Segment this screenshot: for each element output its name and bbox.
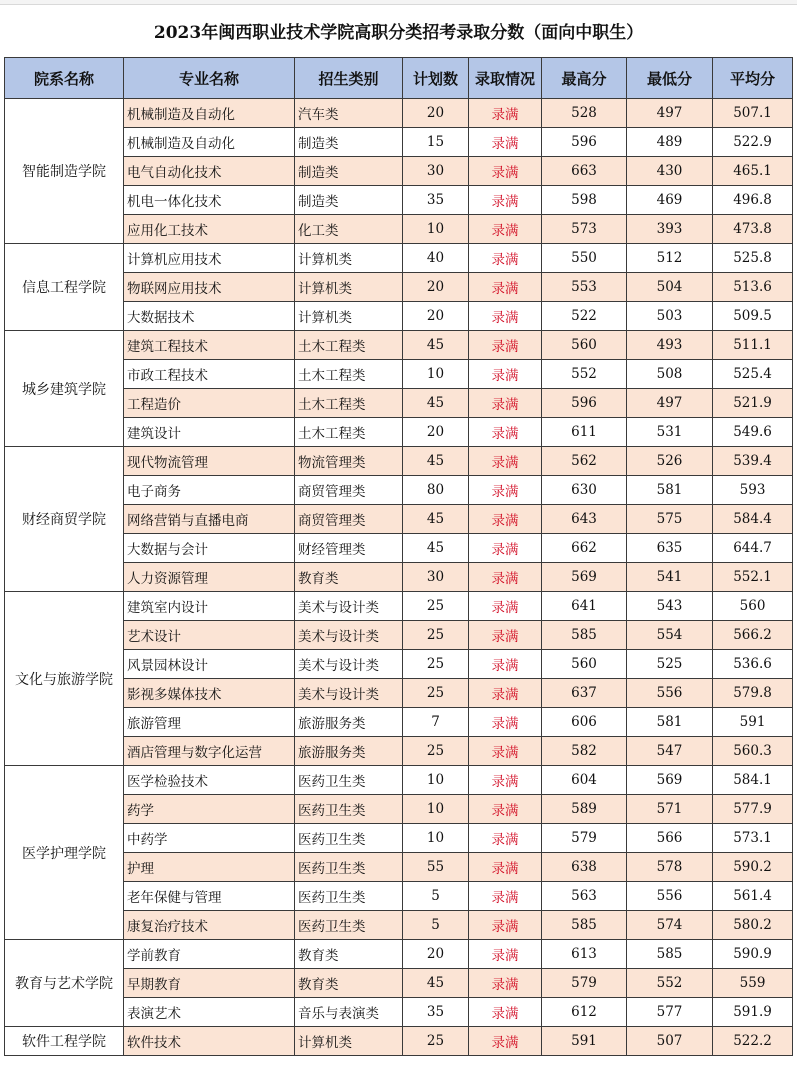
plan-count-cell[interactable]: 20 bbox=[403, 302, 469, 331]
max-score-cell[interactable]: 522 bbox=[542, 302, 627, 331]
major-cell[interactable]: 药学 bbox=[124, 795, 295, 824]
avg-score-cell[interactable]: 573.1 bbox=[713, 824, 793, 853]
category-cell[interactable]: 商贸管理类 bbox=[295, 505, 403, 534]
avg-score-cell[interactable]: 584.4 bbox=[713, 505, 793, 534]
max-score-cell[interactable]: 562 bbox=[542, 447, 627, 476]
category-cell[interactable]: 教育类 bbox=[295, 940, 403, 969]
table-row bbox=[5, 969, 793, 998]
major-cell[interactable]: 机械制造及自动化 bbox=[124, 99, 295, 128]
min-score-cell[interactable]: 489 bbox=[627, 128, 713, 157]
max-score-cell[interactable]: 612 bbox=[542, 998, 627, 1027]
max-score-cell[interactable]: 579 bbox=[542, 824, 627, 853]
min-score-cell[interactable]: 556 bbox=[627, 679, 713, 708]
major-cell[interactable]: 大数据技术 bbox=[124, 302, 295, 331]
plan-count-cell[interactable]: 20 bbox=[403, 273, 469, 302]
max-score-cell[interactable]: 528 bbox=[542, 99, 627, 128]
plan-count-cell[interactable]: 5 bbox=[403, 911, 469, 940]
avg-score-cell[interactable]: 560.3 bbox=[713, 737, 793, 766]
table-row bbox=[5, 389, 793, 418]
min-score-cell[interactable]: 497 bbox=[627, 99, 713, 128]
plan-count-cell[interactable]: 15 bbox=[403, 128, 469, 157]
min-score-cell[interactable]: 571 bbox=[627, 795, 713, 824]
max-score-cell[interactable]: 553 bbox=[542, 273, 627, 302]
category-cell[interactable]: 美术与设计类 bbox=[295, 650, 403, 679]
avg-score-cell[interactable]: 525.4 bbox=[713, 360, 793, 389]
min-score-cell[interactable]: 507 bbox=[627, 1027, 713, 1056]
max-score-cell[interactable]: 641 bbox=[542, 592, 627, 621]
category-cell[interactable]: 医药卫生类 bbox=[295, 882, 403, 911]
major-cell[interactable]: 早期教育 bbox=[124, 969, 295, 998]
min-score-cell[interactable]: 525 bbox=[627, 650, 713, 679]
avg-score-cell[interactable]: 552.1 bbox=[713, 563, 793, 592]
header-major[interactable]: 专业名称 bbox=[124, 58, 295, 99]
plan-count-cell[interactable]: 45 bbox=[403, 331, 469, 360]
max-score-cell[interactable]: 589 bbox=[542, 795, 627, 824]
min-score-cell[interactable]: 578 bbox=[627, 853, 713, 882]
min-score-cell[interactable]: 552 bbox=[627, 969, 713, 998]
major-cell[interactable]: 护理 bbox=[124, 853, 295, 882]
category-cell[interactable]: 土木工程类 bbox=[295, 389, 403, 418]
plan-count-cell[interactable]: 25 bbox=[403, 650, 469, 679]
admission-status-cell[interactable]: 录满 bbox=[469, 244, 542, 273]
department-cell[interactable]: 文化与旅游学院 bbox=[5, 592, 124, 766]
admission-status-cell[interactable]: 录满 bbox=[469, 99, 542, 128]
category-cell[interactable]: 音乐与表演类 bbox=[295, 998, 403, 1027]
plan-count-cell[interactable]: 45 bbox=[403, 969, 469, 998]
header-category[interactable]: 招生类别 bbox=[295, 58, 403, 99]
department-cell[interactable]: 财经商贸学院 bbox=[5, 447, 124, 592]
major-cell[interactable]: 人力资源管理 bbox=[124, 563, 295, 592]
admission-status-cell[interactable]: 录满 bbox=[469, 737, 542, 766]
category-cell[interactable]: 土木工程类 bbox=[295, 360, 403, 389]
department-cell[interactable]: 城乡建筑学院 bbox=[5, 331, 124, 447]
table-row bbox=[5, 737, 793, 766]
department-cell[interactable]: 教育与艺术学院 bbox=[5, 940, 124, 1027]
table-row bbox=[5, 882, 793, 911]
table-row bbox=[5, 476, 793, 505]
header-department[interactable]: 院系名称 bbox=[5, 58, 124, 99]
max-score-cell[interactable]: 560 bbox=[542, 650, 627, 679]
min-score-cell[interactable]: 566 bbox=[627, 824, 713, 853]
category-cell[interactable]: 医药卫生类 bbox=[295, 766, 403, 795]
avg-score-cell[interactable]: 539.4 bbox=[713, 447, 793, 476]
avg-score-cell[interactable]: 522.2 bbox=[713, 1027, 793, 1056]
header-min-score[interactable]: 最低分 bbox=[627, 58, 713, 99]
min-score-cell[interactable]: 469 bbox=[627, 186, 713, 215]
major-cell[interactable]: 风景园林设计 bbox=[124, 650, 295, 679]
max-score-cell[interactable]: 637 bbox=[542, 679, 627, 708]
max-score-cell[interactable]: 596 bbox=[542, 389, 627, 418]
avg-score-cell[interactable]: 496.8 bbox=[713, 186, 793, 215]
major-cell[interactable]: 计算机应用技术 bbox=[124, 244, 295, 273]
table-row bbox=[5, 418, 793, 447]
max-score-cell[interactable]: 613 bbox=[542, 940, 627, 969]
major-cell[interactable]: 网络营销与直播电商 bbox=[124, 505, 295, 534]
table-row bbox=[5, 795, 793, 824]
plan-count-cell[interactable]: 20 bbox=[403, 940, 469, 969]
admission-status-cell[interactable]: 录满 bbox=[469, 650, 542, 679]
major-cell[interactable]: 现代物流管理 bbox=[124, 447, 295, 476]
table-row bbox=[5, 1027, 793, 1056]
major-cell[interactable]: 学前教育 bbox=[124, 940, 295, 969]
avg-score-cell[interactable]: 561.4 bbox=[713, 882, 793, 911]
avg-score-cell[interactable]: 525.8 bbox=[713, 244, 793, 273]
admission-status-cell[interactable]: 录满 bbox=[469, 331, 542, 360]
max-score-cell[interactable]: 638 bbox=[542, 853, 627, 882]
min-score-cell[interactable]: 430 bbox=[627, 157, 713, 186]
category-cell[interactable]: 医药卫生类 bbox=[295, 795, 403, 824]
avg-score-cell[interactable]: 579.8 bbox=[713, 679, 793, 708]
table-row bbox=[5, 447, 793, 476]
min-score-cell[interactable]: 531 bbox=[627, 418, 713, 447]
major-cell[interactable]: 建筑室内设计 bbox=[124, 592, 295, 621]
plan-count-cell[interactable]: 45 bbox=[403, 389, 469, 418]
max-score-cell[interactable]: 585 bbox=[542, 621, 627, 650]
category-cell[interactable]: 土木工程类 bbox=[295, 418, 403, 447]
table-row bbox=[5, 186, 793, 215]
major-cell[interactable]: 艺术设计 bbox=[124, 621, 295, 650]
major-cell[interactable]: 建筑工程技术 bbox=[124, 331, 295, 360]
plan-count-cell[interactable]: 5 bbox=[403, 882, 469, 911]
avg-score-cell[interactable]: 522.9 bbox=[713, 128, 793, 157]
min-score-cell[interactable]: 512 bbox=[627, 244, 713, 273]
table-row bbox=[5, 563, 793, 592]
admission-status-cell[interactable]: 录满 bbox=[469, 273, 542, 302]
avg-score-cell[interactable]: 507.1 bbox=[713, 99, 793, 128]
admission-status-cell[interactable]: 录满 bbox=[469, 998, 542, 1027]
min-score-cell[interactable]: 493 bbox=[627, 331, 713, 360]
plan-count-cell[interactable]: 25 bbox=[403, 1027, 469, 1056]
category-cell[interactable]: 汽车类 bbox=[295, 99, 403, 128]
plan-count-cell[interactable]: 35 bbox=[403, 186, 469, 215]
major-cell[interactable]: 表演艺术 bbox=[124, 998, 295, 1027]
table-row bbox=[5, 534, 793, 563]
category-cell[interactable]: 教育类 bbox=[295, 969, 403, 998]
admission-status-cell[interactable]: 录满 bbox=[469, 882, 542, 911]
max-score-cell[interactable]: 663 bbox=[542, 157, 627, 186]
admission-status-cell[interactable]: 录满 bbox=[469, 186, 542, 215]
max-score-cell[interactable]: 560 bbox=[542, 331, 627, 360]
category-cell[interactable]: 美术与设计类 bbox=[295, 679, 403, 708]
plan-count-cell[interactable]: 40 bbox=[403, 244, 469, 273]
avg-score-cell[interactable]: 559 bbox=[713, 969, 793, 998]
table-row bbox=[5, 99, 793, 128]
avg-score-cell[interactable]: 590.2 bbox=[713, 853, 793, 882]
max-score-cell[interactable]: 550 bbox=[542, 244, 627, 273]
major-cell[interactable]: 中药学 bbox=[124, 824, 295, 853]
plan-count-cell[interactable]: 25 bbox=[403, 621, 469, 650]
admission-status-cell[interactable]: 录满 bbox=[469, 476, 542, 505]
table-row bbox=[5, 302, 793, 331]
max-score-cell[interactable]: 569 bbox=[542, 563, 627, 592]
min-score-cell[interactable]: 541 bbox=[627, 563, 713, 592]
category-cell[interactable]: 制造类 bbox=[295, 157, 403, 186]
max-score-cell[interactable]: 573 bbox=[542, 215, 627, 244]
title-row bbox=[5, 4, 793, 58]
avg-score-cell[interactable]: 590.9 bbox=[713, 940, 793, 969]
department-cell[interactable]: 信息工程学院 bbox=[5, 244, 124, 331]
min-score-cell[interactable]: 635 bbox=[627, 534, 713, 563]
major-cell[interactable]: 老年保健与管理 bbox=[124, 882, 295, 911]
admission-status-cell[interactable]: 录满 bbox=[469, 592, 542, 621]
max-score-cell[interactable]: 630 bbox=[542, 476, 627, 505]
admission-status-cell[interactable]: 录满 bbox=[469, 563, 542, 592]
header-avg-score[interactable]: 平均分 bbox=[713, 58, 793, 99]
table-row bbox=[5, 911, 793, 940]
major-cell[interactable]: 电气自动化技术 bbox=[124, 157, 295, 186]
admission-status-cell[interactable]: 录满 bbox=[469, 447, 542, 476]
min-score-cell[interactable]: 497 bbox=[627, 389, 713, 418]
avg-score-cell[interactable]: 577.9 bbox=[713, 795, 793, 824]
table-row bbox=[5, 215, 793, 244]
min-score-cell[interactable]: 581 bbox=[627, 476, 713, 505]
category-cell[interactable]: 计算机类 bbox=[295, 1027, 403, 1056]
admission-status-cell[interactable]: 录满 bbox=[469, 389, 542, 418]
admission-status-cell[interactable]: 录满 bbox=[469, 708, 542, 737]
category-cell[interactable]: 制造类 bbox=[295, 128, 403, 157]
category-cell[interactable]: 土木工程类 bbox=[295, 331, 403, 360]
department-cell[interactable]: 医学护理学院 bbox=[5, 766, 124, 940]
admission-status-cell[interactable]: 录满 bbox=[469, 157, 542, 186]
max-score-cell[interactable]: 596 bbox=[542, 128, 627, 157]
major-cell[interactable]: 应用化工技术 bbox=[124, 215, 295, 244]
table-row bbox=[5, 766, 793, 795]
table-row bbox=[5, 708, 793, 737]
category-cell[interactable]: 旅游服务类 bbox=[295, 737, 403, 766]
admission-status-cell[interactable]: 录满 bbox=[469, 534, 542, 563]
table-row bbox=[5, 505, 793, 534]
max-score-cell[interactable]: 606 bbox=[542, 708, 627, 737]
admission-status-cell[interactable]: 录满 bbox=[469, 853, 542, 882]
category-cell[interactable]: 旅游服务类 bbox=[295, 708, 403, 737]
major-cell[interactable]: 软件技术 bbox=[124, 1027, 295, 1056]
header-max-score[interactable]: 最高分 bbox=[542, 58, 627, 99]
category-cell[interactable]: 美术与设计类 bbox=[295, 621, 403, 650]
min-score-cell[interactable]: 393 bbox=[627, 215, 713, 244]
plan-count-cell[interactable]: 30 bbox=[403, 563, 469, 592]
major-cell[interactable]: 影视多媒体技术 bbox=[124, 679, 295, 708]
max-score-cell[interactable]: 579 bbox=[542, 969, 627, 998]
table-row bbox=[5, 273, 793, 302]
admission-status-cell[interactable]: 录满 bbox=[469, 302, 542, 331]
plan-count-cell[interactable]: 25 bbox=[403, 679, 469, 708]
avg-score-cell[interactable]: 591.9 bbox=[713, 998, 793, 1027]
avg-score-cell[interactable]: 513.6 bbox=[713, 273, 793, 302]
avg-score-cell[interactable]: 473.8 bbox=[713, 215, 793, 244]
admission-status-cell[interactable]: 录满 bbox=[469, 795, 542, 824]
category-cell[interactable]: 化工类 bbox=[295, 215, 403, 244]
major-cell[interactable]: 机电一体化技术 bbox=[124, 186, 295, 215]
avg-score-cell[interactable]: 509.5 bbox=[713, 302, 793, 331]
table-row bbox=[5, 998, 793, 1027]
table-row bbox=[5, 650, 793, 679]
admission-status-cell[interactable]: 录满 bbox=[469, 418, 542, 447]
plan-count-cell[interactable]: 10 bbox=[403, 360, 469, 389]
major-cell[interactable]: 康复治疗技术 bbox=[124, 911, 295, 940]
min-score-cell[interactable]: 547 bbox=[627, 737, 713, 766]
admission-status-cell[interactable]: 录满 bbox=[469, 969, 542, 998]
plan-count-cell[interactable]: 10 bbox=[403, 795, 469, 824]
admission-status-cell[interactable]: 录满 bbox=[469, 360, 542, 389]
major-cell[interactable]: 物联网应用技术 bbox=[124, 273, 295, 302]
admission-status-cell[interactable]: 录满 bbox=[469, 128, 542, 157]
admission-status-cell[interactable]: 录满 bbox=[469, 824, 542, 853]
max-score-cell[interactable]: 662 bbox=[542, 534, 627, 563]
max-score-cell[interactable]: 591 bbox=[542, 1027, 627, 1056]
min-score-cell[interactable]: 577 bbox=[627, 998, 713, 1027]
min-score-cell[interactable]: 526 bbox=[627, 447, 713, 476]
table-row bbox=[5, 360, 793, 389]
plan-count-cell[interactable]: 25 bbox=[403, 592, 469, 621]
admission-status-cell[interactable]: 录满 bbox=[469, 505, 542, 534]
major-cell[interactable]: 电子商务 bbox=[124, 476, 295, 505]
admission-status-cell[interactable]: 录满 bbox=[469, 766, 542, 795]
min-score-cell[interactable]: 503 bbox=[627, 302, 713, 331]
plan-count-cell[interactable]: 20 bbox=[403, 418, 469, 447]
table-row bbox=[5, 853, 793, 882]
avg-score-cell[interactable]: 566.2 bbox=[713, 621, 793, 650]
major-cell[interactable]: 大数据与会计 bbox=[124, 534, 295, 563]
avg-score-cell[interactable]: 511.1 bbox=[713, 331, 793, 360]
min-score-cell[interactable]: 554 bbox=[627, 621, 713, 650]
department-cell[interactable]: 软件工程学院 bbox=[5, 1027, 124, 1056]
table-row bbox=[5, 824, 793, 853]
admission-status-cell[interactable]: 录满 bbox=[469, 911, 542, 940]
admission-status-cell[interactable]: 录满 bbox=[469, 679, 542, 708]
major-cell[interactable]: 医学检验技术 bbox=[124, 766, 295, 795]
category-cell[interactable]: 医药卫生类 bbox=[295, 853, 403, 882]
category-cell[interactable]: 医药卫生类 bbox=[295, 911, 403, 940]
plan-count-cell[interactable]: 80 bbox=[403, 476, 469, 505]
min-score-cell[interactable]: 508 bbox=[627, 360, 713, 389]
category-cell[interactable]: 制造类 bbox=[295, 186, 403, 215]
category-cell[interactable]: 医药卫生类 bbox=[295, 824, 403, 853]
header-plan[interactable]: 计划数 bbox=[403, 58, 469, 99]
plan-count-cell[interactable]: 20 bbox=[403, 99, 469, 128]
admission-status-cell[interactable]: 录满 bbox=[469, 1027, 542, 1056]
max-score-cell[interactable]: 604 bbox=[542, 766, 627, 795]
table-body bbox=[5, 99, 793, 1056]
avg-score-cell[interactable]: 465.1 bbox=[713, 157, 793, 186]
min-score-cell[interactable]: 569 bbox=[627, 766, 713, 795]
avg-score-cell[interactable]: 644.7 bbox=[713, 534, 793, 563]
plan-count-cell[interactable]: 25 bbox=[403, 737, 469, 766]
avg-score-cell[interactable]: 536.6 bbox=[713, 650, 793, 679]
major-cell[interactable]: 建筑设计 bbox=[124, 418, 295, 447]
table-row bbox=[5, 157, 793, 186]
table-row bbox=[5, 592, 793, 621]
avg-score-cell[interactable]: 549.6 bbox=[713, 418, 793, 447]
min-score-cell[interactable]: 543 bbox=[627, 592, 713, 621]
admission-status-cell[interactable]: 录满 bbox=[469, 621, 542, 650]
max-score-cell[interactable]: 552 bbox=[542, 360, 627, 389]
plan-count-cell[interactable]: 10 bbox=[403, 766, 469, 795]
table-row bbox=[5, 940, 793, 969]
avg-score-cell[interactable]: 580.2 bbox=[713, 911, 793, 940]
sheet-title[interactable]: 2023年闽西职业技术学院高职分类招考录取分数（面向中职生） bbox=[5, 4, 793, 58]
major-cell[interactable]: 机械制造及自动化 bbox=[124, 128, 295, 157]
min-score-cell[interactable]: 504 bbox=[627, 273, 713, 302]
category-cell[interactable]: 教育类 bbox=[295, 563, 403, 592]
category-cell[interactable]: 计算机类 bbox=[295, 244, 403, 273]
header-row bbox=[5, 58, 793, 99]
admission-status-cell[interactable]: 录满 bbox=[469, 940, 542, 969]
department-cell[interactable]: 智能制造学院 bbox=[5, 99, 124, 244]
category-cell[interactable]: 计算机类 bbox=[295, 302, 403, 331]
table-row bbox=[5, 244, 793, 273]
category-cell[interactable]: 财经管理类 bbox=[295, 534, 403, 563]
major-cell[interactable]: 旅游管理 bbox=[124, 708, 295, 737]
avg-score-cell[interactable]: 591 bbox=[713, 708, 793, 737]
avg-score-cell[interactable]: 521.9 bbox=[713, 389, 793, 418]
min-score-cell[interactable]: 585 bbox=[627, 940, 713, 969]
avg-score-cell[interactable]: 560 bbox=[713, 592, 793, 621]
avg-score-cell[interactable]: 593 bbox=[713, 476, 793, 505]
major-cell[interactable]: 酒店管理与数字化运营 bbox=[124, 737, 295, 766]
min-score-cell[interactable]: 575 bbox=[627, 505, 713, 534]
admission-score-table bbox=[4, 4, 793, 1056]
plan-count-cell[interactable]: 45 bbox=[403, 505, 469, 534]
plan-count-cell[interactable]: 10 bbox=[403, 215, 469, 244]
plan-count-cell[interactable]: 55 bbox=[403, 853, 469, 882]
max-score-cell[interactable]: 643 bbox=[542, 505, 627, 534]
category-cell[interactable]: 美术与设计类 bbox=[295, 592, 403, 621]
plan-count-cell[interactable]: 45 bbox=[403, 447, 469, 476]
table-row bbox=[5, 679, 793, 708]
avg-score-cell[interactable]: 584.1 bbox=[713, 766, 793, 795]
category-cell[interactable]: 商贸管理类 bbox=[295, 476, 403, 505]
plan-count-cell[interactable]: 30 bbox=[403, 157, 469, 186]
max-score-cell[interactable]: 598 bbox=[542, 186, 627, 215]
max-score-cell[interactable]: 611 bbox=[542, 418, 627, 447]
plan-count-cell[interactable]: 35 bbox=[403, 998, 469, 1027]
table-row bbox=[5, 331, 793, 360]
max-score-cell[interactable]: 563 bbox=[542, 882, 627, 911]
min-score-cell[interactable]: 556 bbox=[627, 882, 713, 911]
header-status[interactable]: 录取情况 bbox=[469, 58, 542, 99]
plan-count-cell[interactable]: 45 bbox=[403, 534, 469, 563]
min-score-cell[interactable]: 574 bbox=[627, 911, 713, 940]
plan-count-cell[interactable]: 7 bbox=[403, 708, 469, 737]
category-cell[interactable]: 计算机类 bbox=[295, 273, 403, 302]
max-score-cell[interactable]: 585 bbox=[542, 911, 627, 940]
major-cell[interactable]: 工程造价 bbox=[124, 389, 295, 418]
min-score-cell[interactable]: 581 bbox=[627, 708, 713, 737]
major-cell[interactable]: 市政工程技术 bbox=[124, 360, 295, 389]
table-row bbox=[5, 621, 793, 650]
category-cell[interactable]: 物流管理类 bbox=[295, 447, 403, 476]
plan-count-cell[interactable]: 10 bbox=[403, 824, 469, 853]
admission-status-cell[interactable]: 录满 bbox=[469, 215, 542, 244]
max-score-cell[interactable]: 582 bbox=[542, 737, 627, 766]
table-row bbox=[5, 128, 793, 157]
